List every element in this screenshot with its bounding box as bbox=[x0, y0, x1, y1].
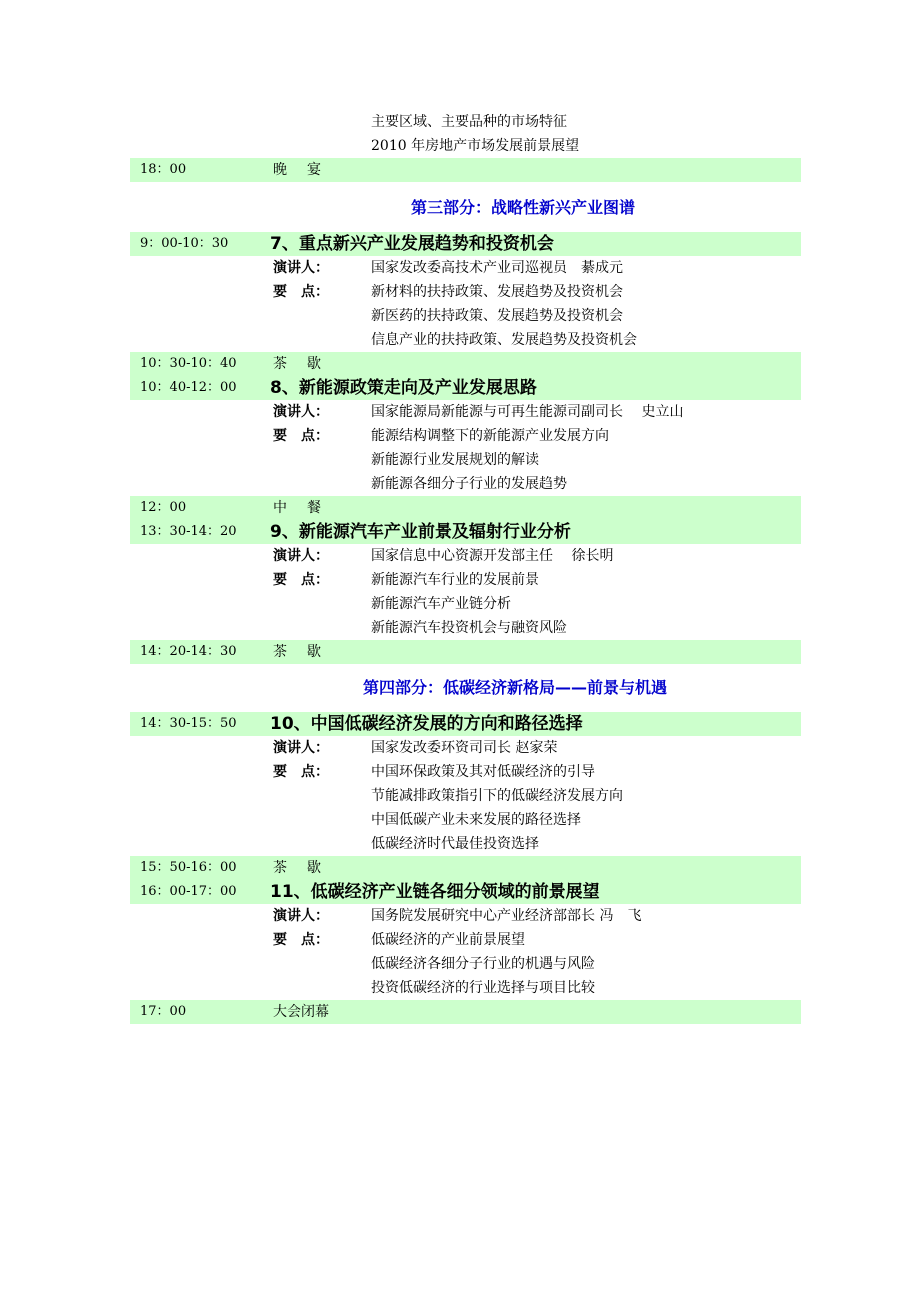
points-row bbox=[130, 448, 801, 472]
speaker-label: 演讲人： bbox=[273, 404, 329, 420]
time-slot: 18：00 bbox=[140, 162, 187, 177]
agenda-point: 能源结构调整下的新能源产业发展方向 bbox=[371, 428, 609, 444]
speaker-row bbox=[130, 256, 801, 280]
speaker-name: 国家发改委高技术产业司巡视员 綦成元 bbox=[371, 260, 623, 276]
agenda-point-row bbox=[130, 134, 801, 158]
points-row bbox=[130, 568, 801, 592]
agenda-point: 节能减排政策指引下的低碳经济发展方向 bbox=[371, 788, 623, 804]
section-title: 第四部分：低碳经济新格局——前景与机遇 bbox=[363, 678, 668, 697]
points-row bbox=[130, 472, 801, 496]
speaker-name: 国家发改委环资司司长 赵家荣 bbox=[371, 740, 558, 756]
time-slot: 14：20-14：30 bbox=[140, 644, 237, 659]
time-slot: 10：40-12：00 bbox=[140, 380, 237, 395]
talk-title: 11、低碳经济产业链各细分领域的前景展望 bbox=[270, 882, 600, 902]
speaker-row bbox=[130, 544, 801, 568]
points-label: 要 点： bbox=[273, 764, 329, 780]
talk-row bbox=[130, 712, 801, 736]
agenda-document bbox=[130, 110, 801, 1024]
agenda-point: 中国环保政策及其对低碳经济的引导 bbox=[371, 764, 595, 780]
points-label: 要 点： bbox=[273, 284, 329, 300]
speaker-name: 国务院发展研究中心产业经济部部长 冯 飞 bbox=[371, 908, 642, 924]
points-row bbox=[130, 952, 801, 976]
talk-row bbox=[130, 520, 801, 544]
break-label: 茶 歇 bbox=[273, 644, 324, 660]
points-row bbox=[130, 784, 801, 808]
talk-row bbox=[130, 232, 801, 256]
closing-row bbox=[130, 1000, 801, 1024]
points-label: 要 点： bbox=[273, 932, 329, 948]
speaker-row bbox=[130, 904, 801, 928]
agenda-point: 新能源各细分子行业的发展趋势 bbox=[371, 476, 567, 492]
agenda-point: 投资低碳经济的行业选择与项目比较 bbox=[371, 980, 595, 996]
agenda-point: 新能源汽车行业的发展前景 bbox=[371, 572, 539, 588]
break-label: 茶 歇 bbox=[273, 860, 324, 876]
agenda-point: 新医药的扶持政策、发展趋势及投资机会 bbox=[371, 308, 623, 324]
talk-title: 9、新能源汽车产业前景及辐射行业分析 bbox=[270, 522, 571, 542]
points-row bbox=[130, 304, 801, 328]
speaker-name: 国家信息中心资源开发部主任 徐长明 bbox=[371, 548, 614, 564]
lunch-row bbox=[130, 496, 801, 520]
speaker-name: 国家能源局新能源与可再生能源司副司长 史立山 bbox=[371, 404, 684, 420]
time-slot: 16：00-17：00 bbox=[140, 884, 237, 899]
points-label: 要 点： bbox=[273, 572, 329, 588]
talk-row bbox=[130, 376, 801, 400]
points-label: 要 点： bbox=[273, 428, 329, 444]
break-row bbox=[130, 352, 801, 376]
talk-title: 10、中国低碳经济发展的方向和路径选择 bbox=[270, 714, 583, 734]
time-slot: 9：00-10：30 bbox=[140, 236, 229, 251]
talk-title: 8、新能源政策走向及产业发展思路 bbox=[270, 378, 537, 398]
talk-row bbox=[130, 880, 801, 904]
time-slot: 15：50-16：00 bbox=[140, 860, 237, 875]
agenda-point: 主要区域、主要品种的市场特征 bbox=[371, 114, 567, 130]
points-row bbox=[130, 424, 801, 448]
closing-label: 大会闭幕 bbox=[273, 1004, 329, 1020]
agenda-point: 中国低碳产业未来发展的路径选择 bbox=[371, 812, 581, 828]
time-slot: 10：30-10：40 bbox=[140, 356, 237, 371]
points-row bbox=[130, 832, 801, 856]
agenda-point: 信息产业的扶持政策、发展趋势及投资机会 bbox=[371, 332, 637, 348]
time-slot: 13：30-14：20 bbox=[140, 524, 237, 539]
agenda-point: 2010 年房地产市场发展前景展望 bbox=[371, 138, 580, 154]
dinner-label: 晚 宴 bbox=[273, 162, 324, 178]
speaker-label: 演讲人： bbox=[273, 740, 329, 756]
points-row bbox=[130, 928, 801, 952]
speaker-row bbox=[130, 400, 801, 424]
section-title: 第三部分：战略性新兴产业图谱 bbox=[411, 198, 636, 217]
points-row bbox=[130, 592, 801, 616]
speaker-label: 演讲人： bbox=[273, 548, 329, 564]
break-row bbox=[130, 856, 801, 880]
speaker-label: 演讲人： bbox=[273, 260, 329, 276]
points-row bbox=[130, 328, 801, 352]
break-label: 茶 歇 bbox=[273, 356, 324, 372]
agenda-point: 低碳经济各细分子行业的机遇与风险 bbox=[371, 956, 595, 972]
talk-title: 7、重点新兴产业发展趋势和投资机会 bbox=[270, 234, 554, 254]
section-header-part3 bbox=[130, 182, 801, 232]
break-row bbox=[130, 640, 801, 664]
agenda-point: 新材料的扶持政策、发展趋势及投资机会 bbox=[371, 284, 623, 300]
agenda-point-row bbox=[130, 110, 801, 134]
points-row bbox=[130, 760, 801, 784]
time-slot: 12：00 bbox=[140, 500, 187, 515]
agenda-point: 低碳经济的产业前景展望 bbox=[371, 932, 525, 948]
lunch-label: 中 餐 bbox=[273, 500, 324, 516]
agenda-point: 新能源汽车投资机会与融资风险 bbox=[371, 620, 567, 636]
points-row bbox=[130, 616, 801, 640]
dinner-row bbox=[130, 158, 801, 182]
speaker-label: 演讲人： bbox=[273, 908, 329, 924]
agenda-point: 低碳经济时代最佳投资选择 bbox=[371, 836, 539, 852]
agenda-point: 新能源行业发展规划的解读 bbox=[371, 452, 539, 468]
speaker-row bbox=[130, 736, 801, 760]
time-slot: 14：30-15：50 bbox=[140, 716, 237, 731]
section-header-part4 bbox=[130, 664, 801, 712]
points-row bbox=[130, 976, 801, 1000]
points-row bbox=[130, 808, 801, 832]
agenda-point: 新能源汽车产业链分析 bbox=[371, 596, 511, 612]
points-row bbox=[130, 280, 801, 304]
time-slot: 17：00 bbox=[140, 1004, 187, 1019]
